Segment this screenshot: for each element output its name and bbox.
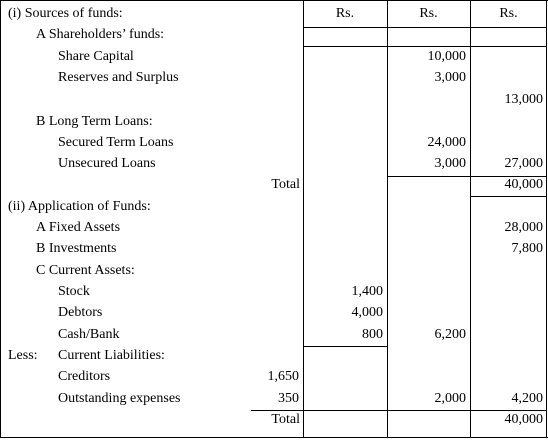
share-capital-label: Share Capital — [58, 49, 134, 64]
debtors-label: Debtors — [58, 305, 103, 320]
sources-heading: (i) Sources of funds: — [8, 6, 123, 21]
cash-amount: 800 — [362, 327, 383, 342]
header-rule — [303, 27, 547, 28]
secured-loans-amount: 24,000 — [427, 135, 466, 150]
current-assets-label: C Current Assets: — [36, 263, 135, 278]
sources-total: 40,000 — [504, 177, 543, 192]
reserves-label: Reserves and Surplus — [58, 70, 179, 85]
investments-label: B Investments — [36, 241, 117, 256]
table-border-left — [0, 0, 1, 438]
shareholders-funds-label: A Shareholders’ funds: — [36, 27, 165, 42]
table-border-top — [0, 0, 548, 1]
unsecured-loans-amount: 3,000 — [434, 156, 466, 171]
stock-amount: 1,400 — [351, 284, 383, 299]
table-border-right — [546, 0, 547, 438]
liabilities-total: 2,000 — [434, 391, 466, 406]
header-rule-2 — [303, 46, 547, 47]
net-current-assets: 4,200 — [511, 391, 543, 406]
outstanding-expenses-amount: 350 — [278, 391, 299, 406]
header-rs-3: Rs. — [499, 6, 518, 21]
table-border-bottom — [0, 437, 548, 438]
application-total-label: Total — [271, 412, 300, 427]
stock-label: Stock — [58, 284, 90, 299]
application-heading: (ii) Application of Funds: — [8, 199, 151, 214]
sources-total-label: Total — [271, 177, 300, 192]
investments-amount: 7,800 — [511, 241, 543, 256]
loans-total: 27,000 — [504, 156, 543, 171]
current-assets-total: 6,200 — [434, 327, 466, 342]
secured-loans-label: Secured Term Loans — [58, 135, 174, 150]
current-assets-rule — [303, 346, 387, 347]
fixed-assets-label: A Fixed Assets — [36, 220, 121, 235]
column-divider-1 — [303, 0, 304, 438]
long-term-loans-label: B Long Term Loans: — [36, 114, 153, 129]
sources-total-underline — [470, 196, 547, 197]
creditors-amount: 1,650 — [267, 369, 299, 384]
shareholders-total: 13,000 — [504, 92, 543, 107]
header-rs-1: Rs. — [335, 6, 355, 21]
outstanding-expenses-label: Outstanding expenses — [58, 391, 181, 406]
fixed-assets-amount: 28,000 — [504, 220, 543, 235]
application-total: 40,000 — [504, 412, 543, 427]
less-label: Less: — [8, 348, 38, 363]
header-rs-2: Rs. — [419, 6, 438, 21]
current-liabilities-label: Current Liabilities: — [58, 348, 165, 363]
share-capital-amount: 10,000 — [427, 49, 466, 64]
unsecured-loans-label: Unsecured Loans — [58, 156, 156, 171]
creditors-label: Creditors — [58, 369, 111, 384]
cash-label: Cash/Bank — [58, 327, 120, 342]
reserves-amount: 3,000 — [434, 70, 466, 85]
debtors-amount: 4,000 — [351, 305, 383, 320]
